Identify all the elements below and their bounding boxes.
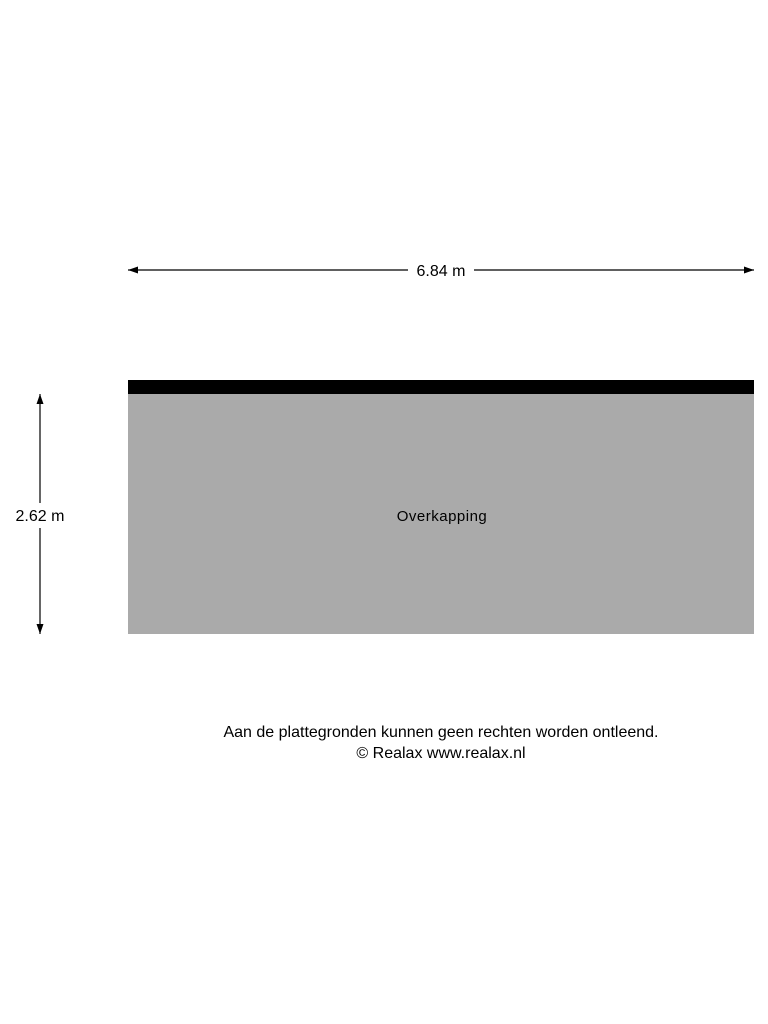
disclaimer-text: Aan de plattegronden kunnen geen rechten worden ontleend. (223, 724, 659, 741)
wall (128, 380, 754, 394)
height-dimension (16, 394, 65, 634)
room-label: Overkapping (396, 508, 488, 525)
footer (0, 722, 768, 764)
room-overkapping (128, 380, 754, 634)
width-dimension (128, 263, 754, 280)
copyright-text: © Realax www.realax.nl (356, 745, 526, 762)
height-dimension-label: 2.62 m (15, 508, 65, 525)
width-dimension-label: 6.84 m (416, 263, 466, 280)
